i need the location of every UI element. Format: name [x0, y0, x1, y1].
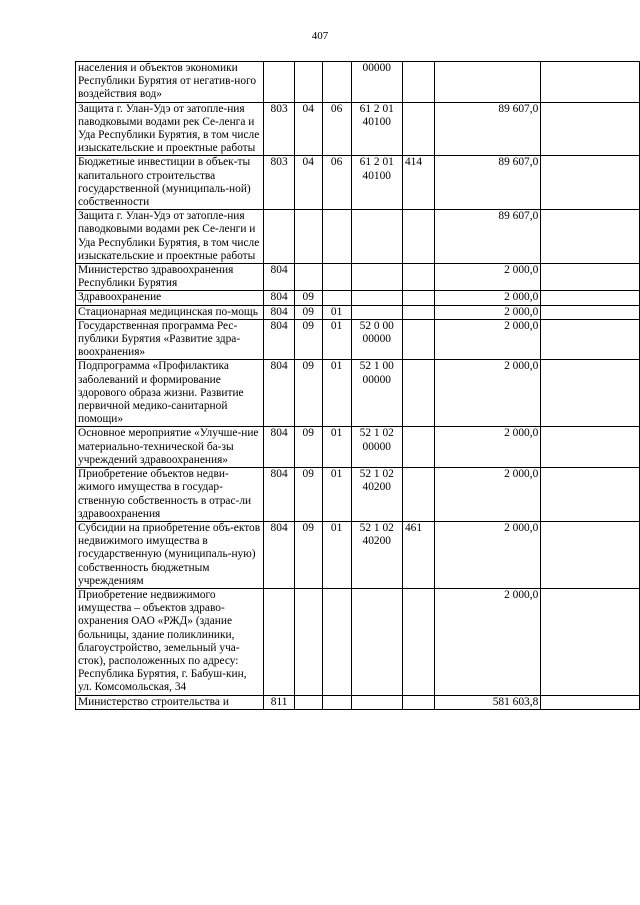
expense-type-code: [402, 62, 434, 103]
row-name: Государственная программа Рес-публики Бурятия «Развитие здра-воохранения»: [76, 319, 264, 360]
section-code: 09: [294, 468, 322, 522]
table-row: [76, 156, 640, 210]
ministry-code: 811: [264, 695, 294, 709]
extra-column: [541, 468, 640, 522]
ministry-code: 804: [264, 360, 294, 427]
expense-type-code: [402, 210, 434, 264]
extra-column: [541, 305, 640, 319]
extra-column: [541, 291, 640, 305]
expense-type-code: [402, 588, 434, 695]
row-name: Приобретение объектов недви-жимого имущества в государ-ственную собственность в отрас-ли здравоохранения: [76, 468, 264, 522]
target-article-code: [351, 210, 402, 264]
subsection-code: [322, 62, 351, 103]
ministry-code: 804: [264, 291, 294, 305]
ministry-code: 804: [264, 305, 294, 319]
expense-type-code: [402, 360, 434, 427]
extra-column: [541, 427, 640, 468]
section-code: 09: [294, 305, 322, 319]
ministry-code: [264, 62, 294, 103]
section-code: 04: [294, 156, 322, 210]
section-code: [294, 588, 322, 695]
amount: 2 000,0: [435, 291, 541, 305]
expense-type-code: 414: [402, 156, 434, 210]
section-code: 09: [294, 291, 322, 305]
budget-table: [75, 61, 640, 710]
target-article-code: [351, 588, 402, 695]
extra-column: [541, 521, 640, 588]
amount: 2 000,0: [435, 305, 541, 319]
subsection-code: 01: [322, 305, 351, 319]
expense-type-code: [402, 319, 434, 360]
section-code: [294, 695, 322, 709]
expense-type-code: [402, 427, 434, 468]
amount: 2 000,0: [435, 319, 541, 360]
ministry-code: 804: [264, 319, 294, 360]
extra-column: [541, 695, 640, 709]
target-article-code: 52 0 00 00000: [351, 319, 402, 360]
ministry-code: 804: [264, 468, 294, 522]
target-article-code: 00000: [351, 62, 402, 103]
subsection-code: [322, 588, 351, 695]
section-code: 04: [294, 102, 322, 156]
expense-type-code: [402, 264, 434, 291]
row-name: Защита г. Улан-Удэ от затопле-ния паводковыми водами рек Се-ленга и Уда Республики Бурятия, в том числе изыскательские и проектные работы: [76, 102, 264, 156]
amount: 2 000,0: [435, 521, 541, 588]
table-row: [76, 588, 640, 695]
expense-type-code: [402, 695, 434, 709]
row-name: Субсидии на приобретение объ-ектов недвижимого имущества в государственную (муниципаль-ную) собственность бюджетным учреждениям: [76, 521, 264, 588]
table-row: [76, 264, 640, 291]
amount: 2 000,0: [435, 264, 541, 291]
subsection-code: 01: [322, 521, 351, 588]
expense-type-code: [402, 468, 434, 522]
amount: 581 603,8: [435, 695, 541, 709]
amount: [435, 62, 541, 103]
amount: 89 607,0: [435, 156, 541, 210]
expense-type-code: 461: [402, 521, 434, 588]
extra-column: [541, 264, 640, 291]
table-row: [76, 62, 640, 103]
row-name: населения и объектов экономики Республики Бурятия от негатив-ного воздействия вод»: [76, 62, 264, 103]
table-row: [76, 695, 640, 709]
row-name: Защита г. Улан-Удэ от затопле-ния паводковыми водами рек Се-ленги и Уда Республики Бурятия, в том числе изыскательские и проектные работы: [76, 210, 264, 264]
table-row: [76, 427, 640, 468]
row-name: Подпрограмма «Профилактика заболеваний и формирование здорового образа жизни. Развитие первичной медико-санитарной помощи»: [76, 360, 264, 427]
subsection-code: [322, 291, 351, 305]
target-article-code: [351, 291, 402, 305]
subsection-code: [322, 264, 351, 291]
subsection-code: 01: [322, 468, 351, 522]
row-name: Стационарная медицинская по-мощь: [76, 305, 264, 319]
target-article-code: 52 1 02 00000: [351, 427, 402, 468]
expense-type-code: [402, 305, 434, 319]
table-row: [76, 291, 640, 305]
target-article-code: 52 1 02 40200: [351, 521, 402, 588]
section-code: 09: [294, 427, 322, 468]
target-article-code: 61 2 01 40100: [351, 102, 402, 156]
amount: 2 000,0: [435, 468, 541, 522]
ministry-code: 803: [264, 102, 294, 156]
section-code: 09: [294, 521, 322, 588]
amount: 2 000,0: [435, 588, 541, 695]
section-code: 09: [294, 360, 322, 427]
extra-column: [541, 360, 640, 427]
target-article-code: 52 1 00 00000: [351, 360, 402, 427]
table-row: [76, 521, 640, 588]
extra-column: [541, 588, 640, 695]
subsection-code: [322, 695, 351, 709]
ministry-code: [264, 210, 294, 264]
subsection-code: 06: [322, 156, 351, 210]
target-article-code: [351, 305, 402, 319]
table-row: [76, 305, 640, 319]
subsection-code: [322, 210, 351, 264]
ministry-code: 804: [264, 427, 294, 468]
amount: 89 607,0: [435, 210, 541, 264]
extra-column: [541, 102, 640, 156]
ministry-code: 803: [264, 156, 294, 210]
page-number: 407: [311, 30, 329, 42]
amount: 89 607,0: [435, 102, 541, 156]
row-name: Приобретение недвижимого имущества – объектов здраво-охранения ОАО «РЖД» (здание больницы, здание поликлиники, благоустройство, земельный уча-сток), расположенных по адресу: Республика Бурятия, г. Бабуш-кин, ул. Комсомольская, 34: [76, 588, 264, 695]
section-code: [294, 62, 322, 103]
subsection-code: 06: [322, 102, 351, 156]
table-row: [76, 102, 640, 156]
extra-column: [541, 210, 640, 264]
ministry-code: [264, 588, 294, 695]
row-name: Министерство здравоохранения Республики Бурятия: [76, 264, 264, 291]
row-name: Здравоохранение: [76, 291, 264, 305]
target-article-code: [351, 695, 402, 709]
table-row: [76, 360, 640, 427]
ministry-code: 804: [264, 521, 294, 588]
subsection-code: 01: [322, 427, 351, 468]
table-row: [76, 468, 640, 522]
row-name: Основное мероприятие «Улучше-ние материально-технической ба-зы учреждений здравоохранения»: [76, 427, 264, 468]
subsection-code: 01: [322, 319, 351, 360]
target-article-code: [351, 264, 402, 291]
extra-column: [541, 62, 640, 103]
amount: 2 000,0: [435, 360, 541, 427]
expense-type-code: [402, 291, 434, 305]
table-row: [76, 319, 640, 360]
amount: 2 000,0: [435, 427, 541, 468]
row-name: Бюджетные инвестиции в объек-ты капитального строительства государственной (муниципаль-ной) собственности: [76, 156, 264, 210]
expense-type-code: [402, 102, 434, 156]
section-code: [294, 264, 322, 291]
subsection-code: 01: [322, 360, 351, 427]
ministry-code: 804: [264, 264, 294, 291]
section-code: 09: [294, 319, 322, 360]
extra-column: [541, 156, 640, 210]
target-article-code: 61 2 01 40100: [351, 156, 402, 210]
table-row: [76, 210, 640, 264]
extra-column: [541, 319, 640, 360]
section-code: [294, 210, 322, 264]
target-article-code: 52 1 02 40200: [351, 468, 402, 522]
row-name: Министерство строительства и: [76, 695, 264, 709]
